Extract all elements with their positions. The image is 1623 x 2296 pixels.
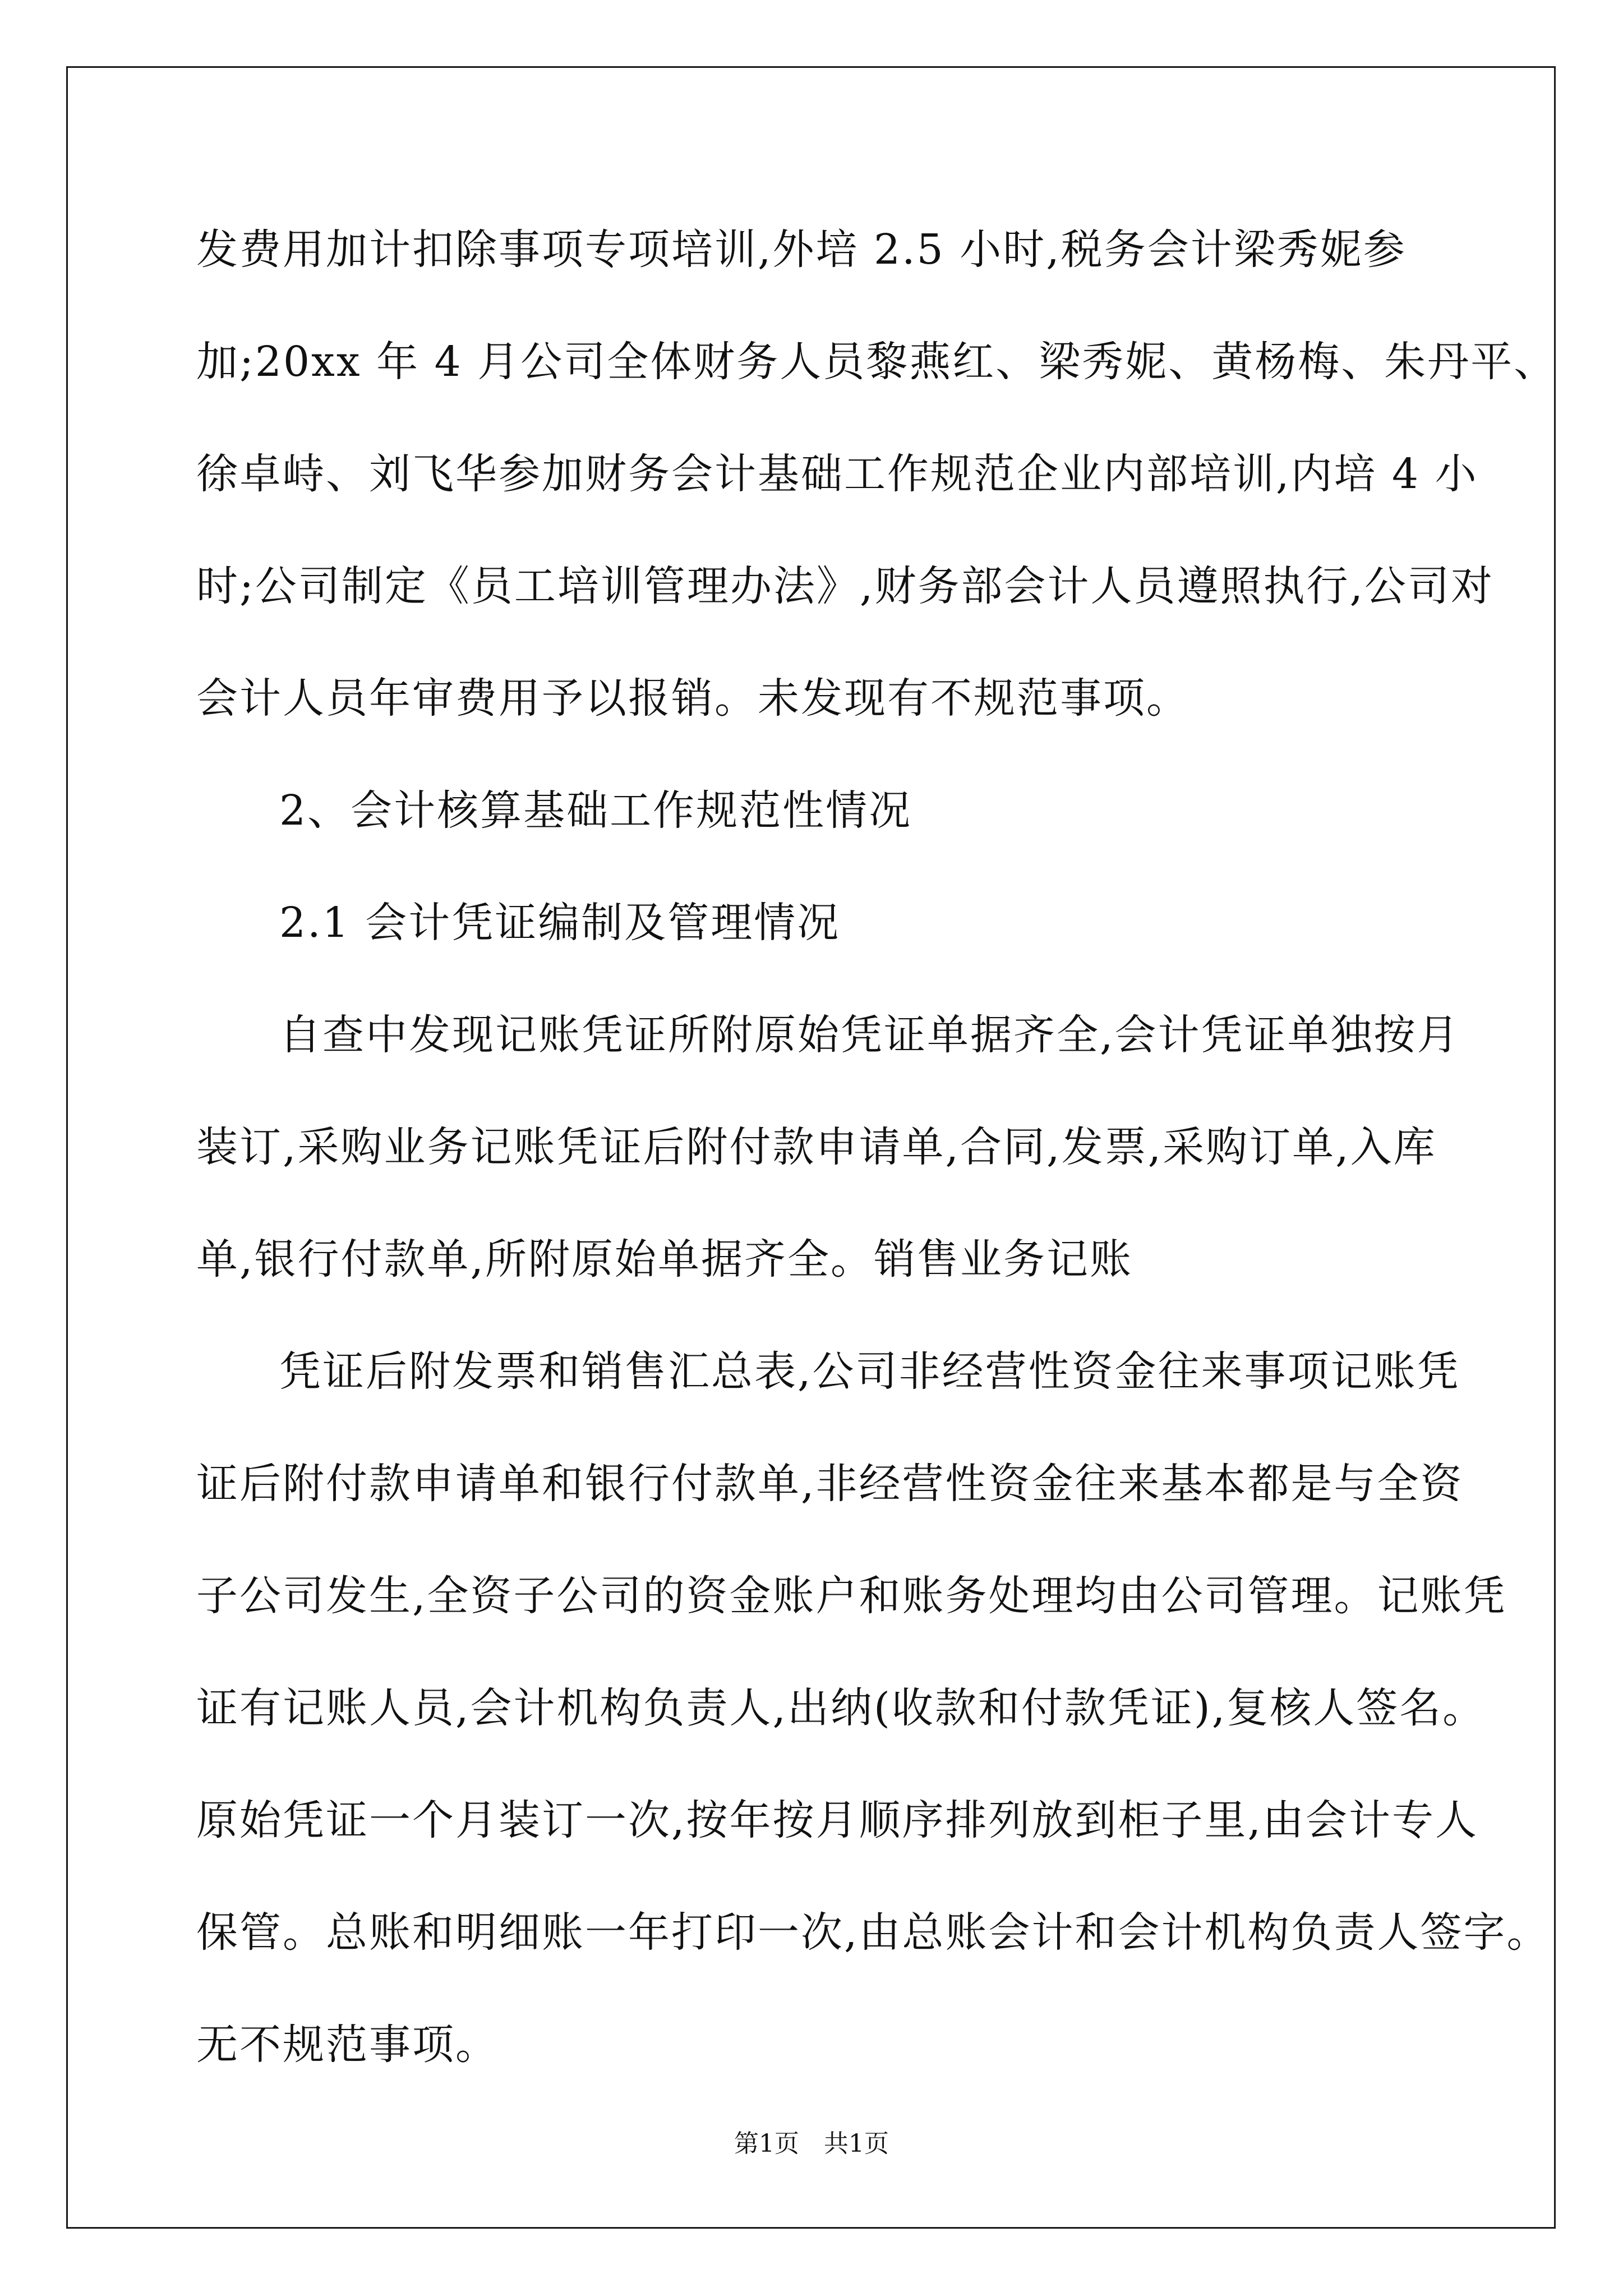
section-heading: 2、会计核算基础工作规范性情况	[279, 786, 912, 835]
text-line: 证有记账人员,会计机构负责人,出纳(收款和付款凭证),复核人签名。	[196, 1684, 1486, 1732]
text-line: 子公司发生,全资子公司的资金账户和账务处理均由公司管理。记账凭	[196, 1572, 1507, 1620]
text-line: 发费用加计扣除事项专项培训,外培 2.5 小时,税务会计梁秀妮参	[196, 226, 1407, 274]
text-line: 无不规范事项。	[196, 2021, 499, 2069]
page-number-footer: 第1页 共1页	[734, 2129, 889, 2158]
paragraph-start: 自查中发现记账凭证所附原始凭证单据齐全,会计凭证单独按月	[279, 1011, 1460, 1059]
paragraph-start: 凭证后附发票和销售汇总表,公司非经营性资金往来事项记账凭	[279, 1347, 1460, 1396]
text-line: 徐卓峙、刘飞华参加财务会计基础工作规范企业内部培训,内培 4 小	[196, 450, 1478, 498]
text-line: 原始凭证一个月装订一次,按年按月顺序排列放到柜子里,由会计专人	[196, 1796, 1479, 1844]
text-line: 加;20xx 年 4 月公司全体财务人员黎燕红、梁秀妮、黄杨梅、朱丹平、	[196, 338, 1557, 386]
text-line: 会计人员年审费用予以报销。未发现有不规范事项。	[196, 674, 1189, 723]
text-line: 装订,采购业务记账凭证后附付款申请单,合同,发票,采购订单,入库	[196, 1123, 1437, 1171]
document-body	[196, 194, 1557, 2101]
text-line: 单,银行付款单,所附原始单据齐全。销售业务记账	[196, 1235, 1133, 1283]
text-line: 保管。总账和明细账一年打印一次,由总账会计和会计机构负责人签字。	[196, 1908, 1550, 1957]
subsection-heading: 2.1 会计凭证编制及管理情况	[279, 899, 841, 947]
text-line: 证后附付款申请单和银行付款单,非经营性资金往来基本都是与全资	[196, 1460, 1464, 1508]
text-line: 时;公司制定《员工培训管理办法》,财务部会计人员遵照执行,公司对	[196, 562, 1494, 610]
